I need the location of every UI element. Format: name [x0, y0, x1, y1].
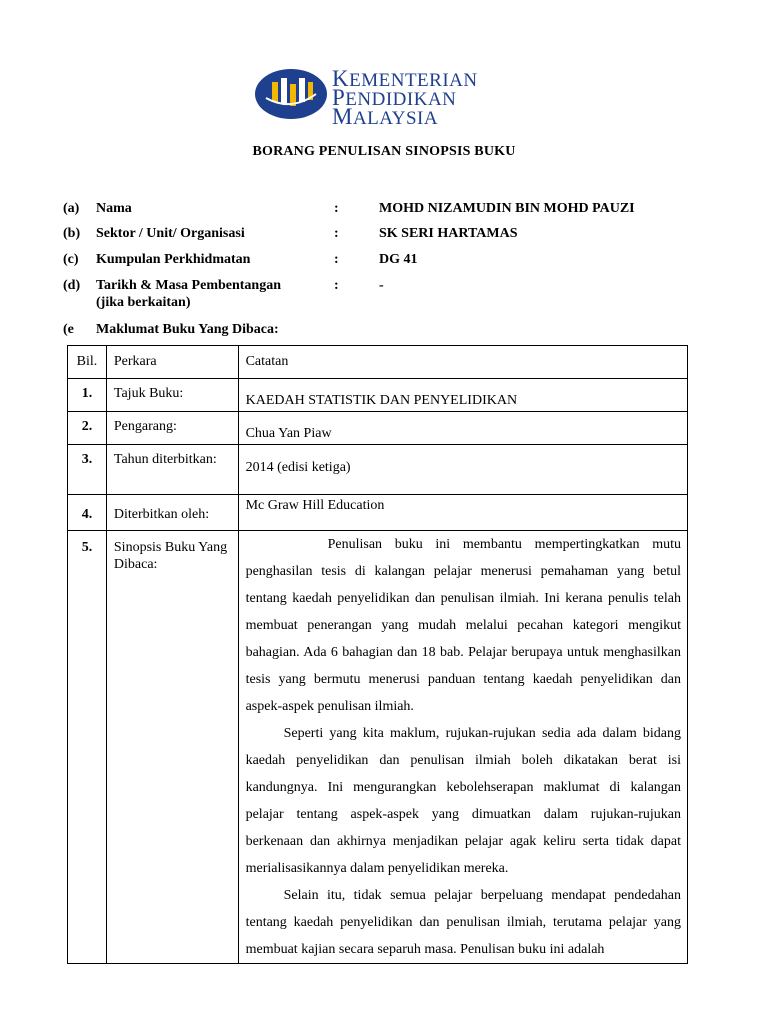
table-row: [68, 412, 688, 445]
logo-line-3-rest: ALAYSIA: [352, 108, 439, 129]
synopsis-paragraph: Selain itu, tidak semua pelajar berpeluang mendapat pendedahan tentang kaedah penyelidikan dan penulisan ilmiah, terutama pelajar yang membuat kajian secara separuh masa. Penulisan buku ini adalah: [245, 888, 681, 957]
row-number: 1.: [81, 386, 93, 401]
row-number: 4.: [81, 507, 93, 522]
field-label: Kumpulan Perkhidmatan: [96, 252, 251, 267]
field-label: Tarikh & Masa Pembentangan: [96, 278, 282, 293]
field-label: Nama: [96, 201, 132, 216]
logo-line-2-rest: ENDIDIKAN: [345, 89, 457, 110]
synopsis-paragraph: Seperti yang kita maklum, rujukan-rujukan sedia ada dalam bidang kaedah penyelidikan dan penulisan ilmiah boleh dikatakan berat isi kandungnya. Ini mengurangkan kebolehserapan maklumat di kalangan pelajar tentang aspek-aspek yang dimuatkan dalam rujukan-rujukan berkenaan dan akhirnya menjadikan pelajar agak keliru serta tidak dapat merialisasikannya dalam penyelidikan mereka.: [245, 726, 681, 876]
form-title: BORANG PENULISAN SINOPSIS BUKU: [252, 144, 516, 159]
row-value: KAEDAH STATISTIK DAN PENYELIDIKAN: [245, 393, 518, 408]
field-label-sub: (jika berkaitan): [96, 295, 191, 310]
field-colon: :: [334, 201, 339, 216]
logo-line-3: MALAYSIA: [332, 104, 439, 129]
row-number: 2.: [81, 419, 93, 434]
row-value: 2014 (edisi ketiga): [245, 460, 351, 475]
kpm-emblem-icon: [254, 68, 328, 120]
field-letter: (a): [63, 201, 80, 216]
row-item: Tajuk Buku:: [113, 386, 184, 401]
header-catatan: Catatan: [245, 354, 289, 369]
field-colon: :: [334, 226, 339, 241]
field-letter: (d): [63, 278, 81, 293]
table-row: [68, 495, 688, 531]
row-value: Chua Yan Piaw: [245, 426, 332, 441]
row-number: 5.: [81, 540, 93, 555]
logo-line-2: PENDIDIKAN: [332, 85, 457, 110]
table-row: [68, 379, 688, 412]
ministry-logo: [254, 66, 504, 129]
row-number: 3.: [81, 452, 93, 467]
field-value: -: [379, 278, 384, 293]
field-value: DG 41: [379, 252, 418, 267]
field-value: MOHD NIZAMUDIN BIN MOHD PAUZI: [379, 201, 635, 216]
table-row: [68, 531, 688, 964]
field-letter: (e: [63, 322, 74, 337]
field-colon: :: [334, 252, 339, 267]
field-letter: (c): [63, 252, 79, 267]
book-info-table: [67, 345, 688, 964]
table-header-row: [68, 346, 688, 379]
row-item: Diterbitkan oleh:: [113, 507, 210, 522]
logo-line-1: KEMENTERIAN: [332, 66, 478, 91]
row-value: Mc Graw Hill Education: [245, 498, 385, 513]
field-value: SK SERI HARTAMAS: [379, 226, 518, 241]
field-colon: :: [334, 278, 339, 293]
logo-line-1-rest: EMENTERIAN: [349, 70, 478, 91]
synopsis-paragraph: Penulisan buku ini membantu mempertingkatkan mutu penghasilan tesis di kalangan pelajar menerusi pemahaman yang betul tentang kaedah penyelidikan dan penulisan ilmiah. Ini kerana penulis telah membuat penerangan yang mudah melalui pecahan kategori mengikut bahagian. Ada 6 bahagian dan 18 bab. Pelajar berupaya untuk menghasilkan tesis yang bermutu menerusi panduan tentang kaedah penyelidikan dan aspek-aspek penulisan ilmiah.: [245, 537, 681, 714]
field-label: Maklumat Buku Yang Dibaca:: [96, 322, 279, 337]
row-item: Pengarang:: [113, 419, 177, 434]
table-row: [68, 445, 688, 495]
field-letter: (b): [63, 226, 81, 241]
synopsis-text: [239, 531, 687, 963]
header-perkara: Perkara: [113, 354, 157, 369]
row-item: Sinopsis Buku Yang Dibaca:: [113, 540, 228, 572]
row-item: Tahun diterbitkan:: [113, 452, 217, 467]
field-label: Sektor / Unit/ Organisasi: [96, 226, 245, 241]
header-bil: Bil.: [76, 354, 98, 369]
